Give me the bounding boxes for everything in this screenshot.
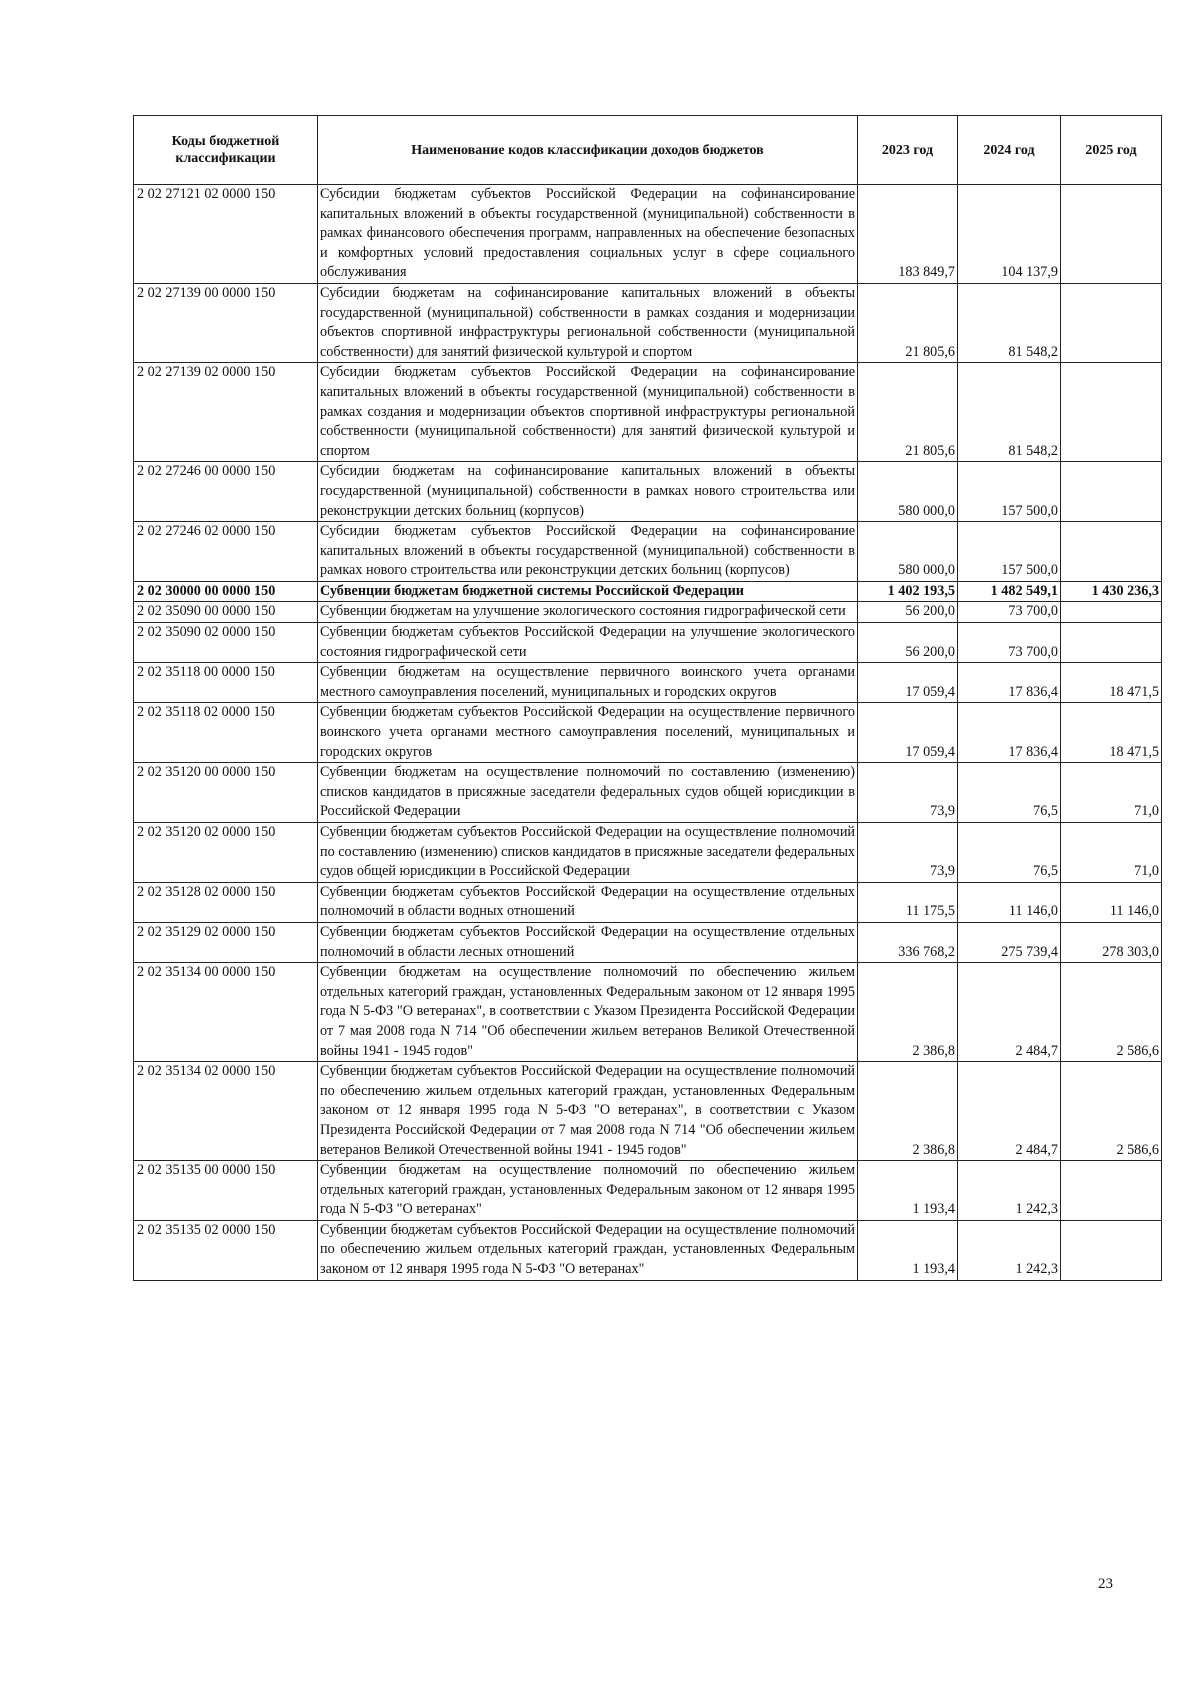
row-value-2024: 76,5 [958, 763, 1061, 823]
row-name: Субвенции бюджетам на осуществление полномочий по обеспечению жильем отдельных категорий граждан, установленных Федеральным законом от 12 января 1995 года N 5-ФЗ "О ветеранах", в соответствии с Указом Президента Российской Федерации от 7 мая 2008 года N 714 "Об обеспечении жильем ветеранов Великой Отечественной войны 1941 - 1945 годов" [318, 963, 858, 1062]
table-row [134, 963, 1162, 1062]
row-name: Субвенции бюджетам на осуществление полномочий по составлению (изменению) списков кандидатов в присяжные заседатели федеральных судов общей юрисдикции в Российской Федерации [318, 763, 858, 823]
row-value-2023: 580 000,0 [858, 522, 958, 582]
row-value-2023: 17 059,4 [858, 663, 958, 703]
row-code: 2 02 27246 02 0000 150 [134, 522, 318, 582]
row-value-2024: 73 700,0 [958, 602, 1061, 623]
table-row [134, 1161, 1162, 1221]
row-name: Субвенции бюджетам субъектов Российской Федерации на осуществление отдельных полномочий в области лесных отношений [318, 922, 858, 962]
row-code: 2 02 35129 02 0000 150 [134, 922, 318, 962]
row-value-2024: 17 836,4 [958, 663, 1061, 703]
row-name: Субвенции бюджетам субъектов Российской Федерации на осуществление отдельных полномочий в области водных отношений [318, 882, 858, 922]
table-row [134, 663, 1162, 703]
row-value-2025: 71,0 [1061, 763, 1162, 823]
row-name: Субвенции бюджетам на осуществление первичного воинского учета органами местного самоуправления поселений, муниципальных и городских округов [318, 663, 858, 703]
row-value-2024: 157 500,0 [958, 462, 1061, 522]
row-value-2024: 11 146,0 [958, 882, 1061, 922]
row-code: 2 02 35134 00 0000 150 [134, 963, 318, 1062]
table-row [134, 602, 1162, 623]
row-code: 2 02 35128 02 0000 150 [134, 882, 318, 922]
row-value-2025 [1061, 1220, 1162, 1280]
row-value-2023: 1 193,4 [858, 1161, 958, 1221]
row-name: Субвенции бюджетам бюджетной системы Российской Федерации [318, 581, 858, 602]
table-row [134, 363, 1162, 462]
row-code: 2 02 27246 00 0000 150 [134, 462, 318, 522]
row-value-2023: 56 200,0 [858, 623, 958, 663]
row-name: Субсидии бюджетам субъектов Российской Федерации на софинансирование капитальных вложений в объекты государственной (муниципальной) собственности в рамках финансового обеспечения программ, направленных на обеспечение безопасных и комфортных условий предоставления социальных услуг в сфере социального обслуживания [318, 185, 858, 284]
row-value-2025 [1061, 623, 1162, 663]
row-value-2023: 56 200,0 [858, 602, 958, 623]
row-value-2025: 278 303,0 [1061, 922, 1162, 962]
row-value-2023: 183 849,7 [858, 185, 958, 284]
row-code: 2 02 35090 00 0000 150 [134, 602, 318, 623]
row-value-2025 [1061, 522, 1162, 582]
table-header [134, 116, 1162, 185]
row-name: Субвенции бюджетам субъектов Российской Федерации на осуществление полномочий по обеспечению жильем отдельных категорий граждан, установленных Федеральным законом от 12 января 1995 года N 5-ФЗ "О ветеранах" [318, 1220, 858, 1280]
header-2025: 2025 год [1061, 116, 1162, 185]
row-value-2025: 18 471,5 [1061, 703, 1162, 763]
row-value-2024: 17 836,4 [958, 703, 1061, 763]
row-code: 2 02 35118 02 0000 150 [134, 703, 318, 763]
row-value-2024: 275 739,4 [958, 922, 1061, 962]
row-value-2023: 73,9 [858, 763, 958, 823]
row-value-2023: 21 805,6 [858, 283, 958, 362]
row-code: 2 02 35118 00 0000 150 [134, 663, 318, 703]
row-value-2023: 73,9 [858, 823, 958, 883]
header-name: Наименование кодов классификации доходов бюджетов [318, 116, 858, 185]
table-row [134, 462, 1162, 522]
table-body [134, 185, 1162, 1281]
table-row [134, 623, 1162, 663]
row-code: 2 02 35120 02 0000 150 [134, 823, 318, 883]
table-header-row [134, 116, 1162, 185]
row-name: Субвенции бюджетам субъектов Российской Федерации на осуществление полномочий по обеспечению жильем отдельных категорий граждан, установленных Федеральным законом от 12 января 1995 года N 5-ФЗ "О ветеранах", в соответствии с Указом Президента Российской Федерации от 7 мая 2008 года N 714 "Об обеспечении жильем ветеранов Великой Отечественной войны 1941 - 1945 годов" [318, 1062, 858, 1161]
row-code: 2 02 35135 00 0000 150 [134, 1161, 318, 1221]
row-value-2025 [1061, 462, 1162, 522]
row-value-2025 [1061, 363, 1162, 462]
row-name: Субсидии бюджетам субъектов Российской Федерации на софинансирование капитальных вложений в объекты государственной (муниципальной) собственности в рамках нового строительства или реконструкции детских больниц (корпусов) [318, 522, 858, 582]
table-row [134, 882, 1162, 922]
row-name: Субвенции бюджетам субъектов Российской Федерации на улучшение экологического состояния гидрографической сети [318, 623, 858, 663]
row-value-2023: 336 768,2 [858, 922, 958, 962]
row-name: Субсидии бюджетам на софинансирование капитальных вложений в объекты государственной (муниципальной) собственности в рамках нового строительства или реконструкции детских больниц (корпусов) [318, 462, 858, 522]
row-value-2025: 2 586,6 [1061, 1062, 1162, 1161]
row-code: 2 02 27139 02 0000 150 [134, 363, 318, 462]
table-row [134, 763, 1162, 823]
row-name: Субсидии бюджетам на софинансирование капитальных вложений в объекты государственной (муниципальной) собственности в рамках создания и модернизации объектов спортивной инфраструктуры региональной собственности (муниципальной собственности) для занятий физической культурой и спортом [318, 283, 858, 362]
header-code: Коды бюджетной классификации [134, 116, 318, 185]
row-code: 2 02 35120 00 0000 150 [134, 763, 318, 823]
row-code: 2 02 35090 02 0000 150 [134, 623, 318, 663]
table-row [134, 185, 1162, 284]
row-value-2023: 2 386,8 [858, 963, 958, 1062]
row-value-2025: 1 430 236,3 [1061, 581, 1162, 602]
row-value-2023: 1 402 193,5 [858, 581, 958, 602]
table-row [134, 823, 1162, 883]
row-value-2024: 2 484,7 [958, 963, 1061, 1062]
row-value-2024: 73 700,0 [958, 623, 1061, 663]
budget-revenue-table [133, 115, 1162, 1281]
row-value-2024: 157 500,0 [958, 522, 1061, 582]
row-name: Субвенции бюджетам субъектов Российской Федерации на осуществление полномочий по составлению (изменению) списков кандидатов в присяжные заседатели федеральных судов общей юрисдикции в Российской Федерации [318, 823, 858, 883]
row-value-2024: 1 242,3 [958, 1220, 1061, 1280]
table-row [134, 1062, 1162, 1161]
row-value-2024: 2 484,7 [958, 1062, 1061, 1161]
row-value-2023: 2 386,8 [858, 1062, 958, 1161]
header-2023: 2023 год [858, 116, 958, 185]
row-value-2025 [1061, 1161, 1162, 1221]
row-name: Субвенции бюджетам субъектов Российской Федерации на осуществление первичного воинского учета органами местного самоуправления поселений, муниципальных и городских округов [318, 703, 858, 763]
row-code: 2 02 27139 00 0000 150 [134, 283, 318, 362]
row-value-2023: 21 805,6 [858, 363, 958, 462]
row-code: 2 02 35135 02 0000 150 [134, 1220, 318, 1280]
row-value-2025: 2 586,6 [1061, 963, 1162, 1062]
row-code: 2 02 27121 02 0000 150 [134, 185, 318, 284]
row-value-2025 [1061, 602, 1162, 623]
row-value-2024: 81 548,2 [958, 283, 1061, 362]
row-name: Субвенции бюджетам на осуществление полномочий по обеспечению жильем отдельных категорий граждан, установленных Федеральным законом от 12 января 1995 года N 5-ФЗ "О ветеранах" [318, 1161, 858, 1221]
row-value-2023: 580 000,0 [858, 462, 958, 522]
row-value-2023: 17 059,4 [858, 703, 958, 763]
row-name: Субвенции бюджетам на улучшение экологического состояния гидрографической сети [318, 602, 858, 623]
header-2024: 2024 год [958, 116, 1061, 185]
row-code: 2 02 35134 02 0000 150 [134, 1062, 318, 1161]
row-value-2025: 71,0 [1061, 823, 1162, 883]
table-row [134, 522, 1162, 582]
row-value-2024: 1 482 549,1 [958, 581, 1061, 602]
table-row [134, 283, 1162, 362]
row-value-2025 [1061, 185, 1162, 284]
row-value-2025 [1061, 283, 1162, 362]
table-row [134, 703, 1162, 763]
page-number: 23 [1098, 1576, 1113, 1592]
row-value-2023: 11 175,5 [858, 882, 958, 922]
table-row [134, 581, 1162, 602]
row-value-2025: 18 471,5 [1061, 663, 1162, 703]
table-row [134, 1220, 1162, 1280]
row-code: 2 02 30000 00 0000 150 [134, 581, 318, 602]
row-value-2024: 1 242,3 [958, 1161, 1061, 1221]
row-value-2023: 1 193,4 [858, 1220, 958, 1280]
row-value-2024: 81 548,2 [958, 363, 1061, 462]
row-name: Субсидии бюджетам субъектов Российской Федерации на софинансирование капитальных вложений в объекты государственной (муниципальной) собственности в рамках создания и модернизации объектов спортивной инфраструктуры региональной собственности (муниципальной собственности) для занятий физической культурой и спортом [318, 363, 858, 462]
table-row [134, 922, 1162, 962]
row-value-2024: 76,5 [958, 823, 1061, 883]
row-value-2025: 11 146,0 [1061, 882, 1162, 922]
row-value-2024: 104 137,9 [958, 185, 1061, 284]
